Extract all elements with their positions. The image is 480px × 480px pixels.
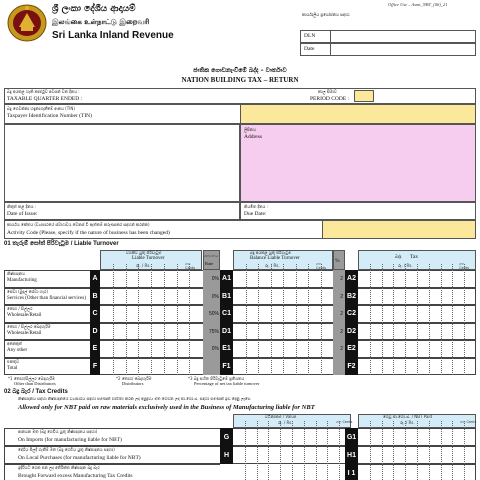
row-code-box: H [220, 446, 233, 464]
percent-value: 2 [340, 276, 343, 282]
row-code-box: A2 [345, 270, 358, 288]
activity-code-input[interactable] [322, 220, 476, 239]
footnote-2: *2 තොග/ බෙදාහැරීම [116, 376, 152, 381]
rate-cell [203, 358, 220, 376]
org-name-sinhala: ශ්‍රී ලංකා දේශීය ආදායම් [52, 4, 136, 14]
row-code-box: E [90, 340, 100, 358]
tax-credits-note: Allowed only for NBT paid on raw materials exclusively used in the Business of Manufacturing liable for NBT [18, 404, 315, 411]
dln-field[interactable] [300, 30, 476, 43]
tin-input[interactable] [240, 104, 476, 124]
tin-label: Taxpayer Identification Number (TIN) [7, 113, 92, 119]
row-code-box: B2 [345, 288, 358, 306]
row-code-box: H1 [345, 446, 358, 464]
percent-value: 2 [340, 346, 343, 352]
org-name-english: Sri Lanka Inland Revenue [52, 30, 174, 41]
org-name-tamil: இலங்கை உள்நாட்டு இறைவரி [52, 18, 150, 26]
form-title-sinhala: ජාතික ගොඩනැංවීමේ බද්ද – වාර්තාව [193, 67, 287, 74]
date-field[interactable] [300, 43, 476, 56]
tax-credit-label: On Local Purchases (for manufacturing liable for NBT) [18, 455, 141, 461]
rate-value: 0% [211, 276, 219, 282]
row-code-box: D1 [220, 323, 233, 341]
turnover-row-label: Wholesale/Retail [7, 330, 42, 336]
turnover-row-label: Services (Other than financial services) [7, 295, 86, 301]
row-code-box: E1 [220, 340, 233, 358]
section-tax-credits-title: 02 බදු බැර / Tax Credits [4, 389, 68, 395]
row-code-box: A [90, 270, 100, 288]
taxable-quarter-input[interactable] [110, 90, 260, 102]
row-code-box: C1 [220, 305, 233, 323]
period-code-label: PERIOD CODE : [310, 96, 350, 102]
turnover-row-label: Total [7, 365, 18, 371]
turnover-row-label: Wholesale/Retail [7, 313, 42, 318]
emblem-logo [6, 3, 48, 43]
footnote-3: *3 බදු සහිත පිරිවැටුමේ ප්‍රතිශතය [188, 376, 245, 381]
turnover-row-label: Any other [7, 348, 28, 353]
row-code-box: D2 [345, 323, 358, 341]
date-of-issue-label: Date of Issue: [7, 211, 38, 217]
row-code-box: E2 [345, 340, 358, 358]
row-code-box: A1 [220, 270, 233, 288]
activity-code-label: Activity Code (Please, specify if the nature of business has been changed) [7, 230, 170, 236]
tax-credit-label: Brought Forward excess Manufacturing Tax Credits [18, 473, 133, 479]
rate-value: 0% [211, 346, 219, 352]
row-code-box: C [90, 305, 100, 323]
form-reference: Office Use – Asmt_NBT_(06)_21 [388, 2, 448, 7]
turnover-row-label: Manufacturing [7, 278, 37, 283]
date-of-issue-field[interactable] [4, 202, 240, 220]
due-date-label: Due Date: [244, 211, 267, 217]
footnote-1: *1 තොග/සිල්ලර බෙදාහැරීම [8, 376, 55, 381]
section-liable-turnover-title: 01 තැරුම් සෝත් පිරිවැටුම / Liable Turnover [4, 241, 119, 247]
office-use-label: කාර්යාලීය ප්‍රයෝජනය සඳහා [302, 12, 350, 17]
address-field[interactable] [240, 124, 476, 202]
row-code-box: G [220, 428, 233, 446]
form-title-english: NATION BUILDING TAX – RETURN [181, 76, 299, 84]
date-label: Date [304, 46, 315, 52]
percent-value: 2 [340, 293, 343, 300]
taxable-quarter-label: TAXABLE QUARTER ENDED : [7, 96, 83, 102]
row-code-box: F2 [345, 358, 358, 376]
rate-value: 0% [211, 293, 219, 300]
percent-value: 2 [340, 311, 343, 317]
period-code-input[interactable] [354, 90, 374, 102]
percent-cell [333, 358, 345, 376]
rate-header [203, 250, 220, 270]
row-code-box: F1 [220, 358, 233, 376]
rate-value: 50% [208, 311, 219, 317]
row-code-box: G1 [345, 428, 358, 446]
tax-credit-label: On Imports (for manufacturing liable for NBT) [18, 437, 122, 443]
due-date-field[interactable] [240, 202, 476, 220]
row-code-box: D [90, 323, 100, 341]
row-code-box: B1 [220, 288, 233, 306]
row-code-box: B [90, 288, 100, 306]
row-code-box: F [90, 358, 100, 376]
name-field[interactable] [4, 124, 240, 202]
address-label: Address [244, 134, 263, 140]
rate-value: 75% [208, 328, 219, 335]
row-code-box: C2 [345, 305, 358, 323]
row-code-box: I 1 [345, 464, 358, 480]
percent-value: 2 [340, 328, 343, 335]
dln-label: DLN [304, 33, 316, 39]
